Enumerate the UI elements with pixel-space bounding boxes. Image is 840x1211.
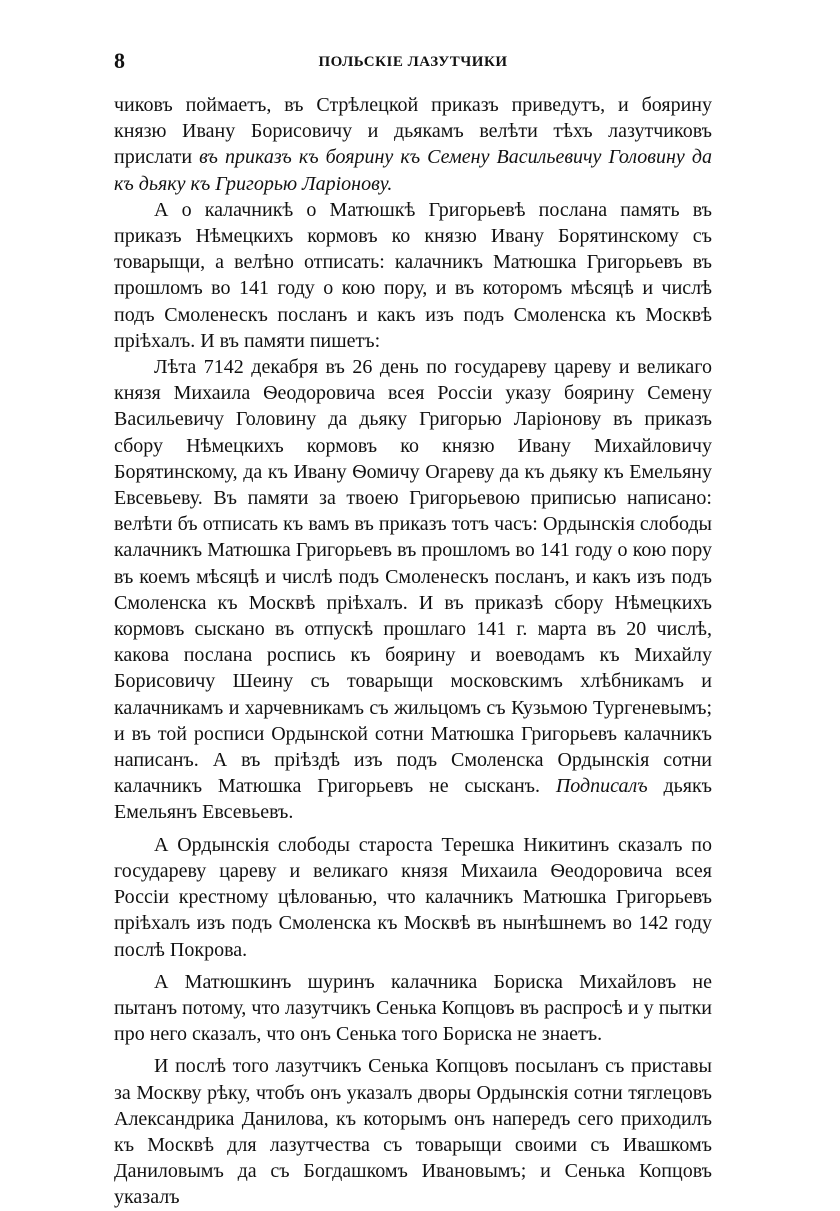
paragraph-text: А Матюшкинъ шуринъ калачника Бориска Михайловъ не пытанъ потому, что лазутчикъ Сенька Копцовъ въ распросѣ и у пытки про него сказалъ, что онъ Сенька того Бориска не знаетъ. (114, 970, 712, 1046)
paragraph-starosta-testimony (114, 832, 712, 963)
paragraph-text: А Ордынскія слободы староста Терешка Никитинъ сказалъ по государеву цареву и великаго князя Михаила Ѳеодоровича всея Россіи крестному цѣлованью, что калачникъ Матюшка Григорьевъ пріѣхалъ изъ подъ Смоленска къ Москвѣ въ нынѣшнемъ во 142 году послѣ Покрова. (114, 833, 712, 961)
italic-signature: Подписалъ (555, 775, 648, 798)
paragraph-shurin (114, 969, 712, 1048)
page-number: 8 (114, 48, 125, 73)
body-text (114, 92, 712, 1211)
paragraph-text: Лѣта 7142 декабря въ 26 день по государеву цареву и великаго князя Михаила Ѳеодоровича всея Россіи указу боярину Семену Васильевичу Головину да дьяку Григорью Ларіонову въ приказъ сбору Нѣмецкихъ кормовъ ко князю Ивану Михайловичу Борятинскому, да къ Ивану Ѳомичу Огареву да къ дьяку къ Емельяну Евсевьеву. Въ памяти за твоею Григорьевою приписью написано: велѣти бъ отписать къ вамъ въ приказъ тотъ часъ: Ордынскія слободы калачникъ Матюшка Григорьевъ въ прошломъ во 141 году о кою пору въ коемъ мѣсяцѣ и числѣ подъ Смоленескъ посланъ, и какъ изъ подъ Смоленска къ Москвѣ пріѣхалъ. И въ приказѣ сбору Нѣмецкихъ кормовъ сыскано въ отпускѣ прошлаго 141 г. марта въ 20 числѣ, какова послана роспись къ боярину и воеводамъ къ Михайлу Борисовичу Шеину съ товарыщи московскимъ хлѣбникамъ и калачникамъ и харчевникамъ съ жильцомъ съ Кузьмою Тургеневымъ; и въ той росписи Ордынской сотни Матюшка Григорьевъ калачникъ написанъ. А въ пріѣздѣ изъ подъ Смоленска Ордынскія сотни калачникъ Матюшка Григорьевъ не сысканъ. (114, 356, 712, 798)
running-title: ПОЛЬСКІЕ ЛАЗУТЧИКИ (318, 54, 508, 70)
paragraph-text: А о калачникѣ о Матюшкѣ Григорьевѣ послана память въ приказъ Нѣмецкихъ кормовъ ко князю Ивану Борятинскому съ товарыщи, а велѣно отписать: калачникъ Матюшка Григорьевъ въ прошломъ во 141 году о кою пору, и въ которомъ мѣсяцѣ и числѣ подъ Смоленескъ посланъ и какъ изъ подъ Смоленска къ Москвѣ пріѣхалъ. И въ памяти пишетъ: (114, 198, 712, 352)
paragraph-text-after: дьякъ Емельянъ Евсевьевъ. (114, 775, 712, 824)
italic-reference: въ приказъ къ боярину къ Семену Васильевичу Головину да къ дьяку къ Григорью Ларіонову. (114, 146, 712, 195)
page-header (114, 48, 712, 74)
paragraph-text: чиковъ поймаетъ, въ Стрѣлецкой приказъ приведутъ, и боярину князю Ивану Борисовичу и дьякамъ велѣти тѣхъ лазутчиковъ прислати (114, 94, 712, 169)
paragraph-text: И послѣ того лазутчикъ Сенька Копцовъ посыланъ съ приставы за Москву рѣку, чтобъ онъ указалъ дворы Ордынскія сотни тяглецовъ Александрика Данилова, къ которымъ онъ напередъ сего приходилъ къ Москвѣ для лазутчества съ товарыщи своими съ Ивашкомъ Даниловымъ да съ Богдашкомъ Ивановымъ; и Сенька Копцовъ указалъ (114, 1055, 712, 1209)
paragraph-kalachnik-memo (114, 197, 712, 354)
paragraph-kopcov-sent (114, 1053, 712, 1210)
paragraph-memo-quote (114, 354, 712, 826)
paragraph-continuation (114, 92, 712, 197)
